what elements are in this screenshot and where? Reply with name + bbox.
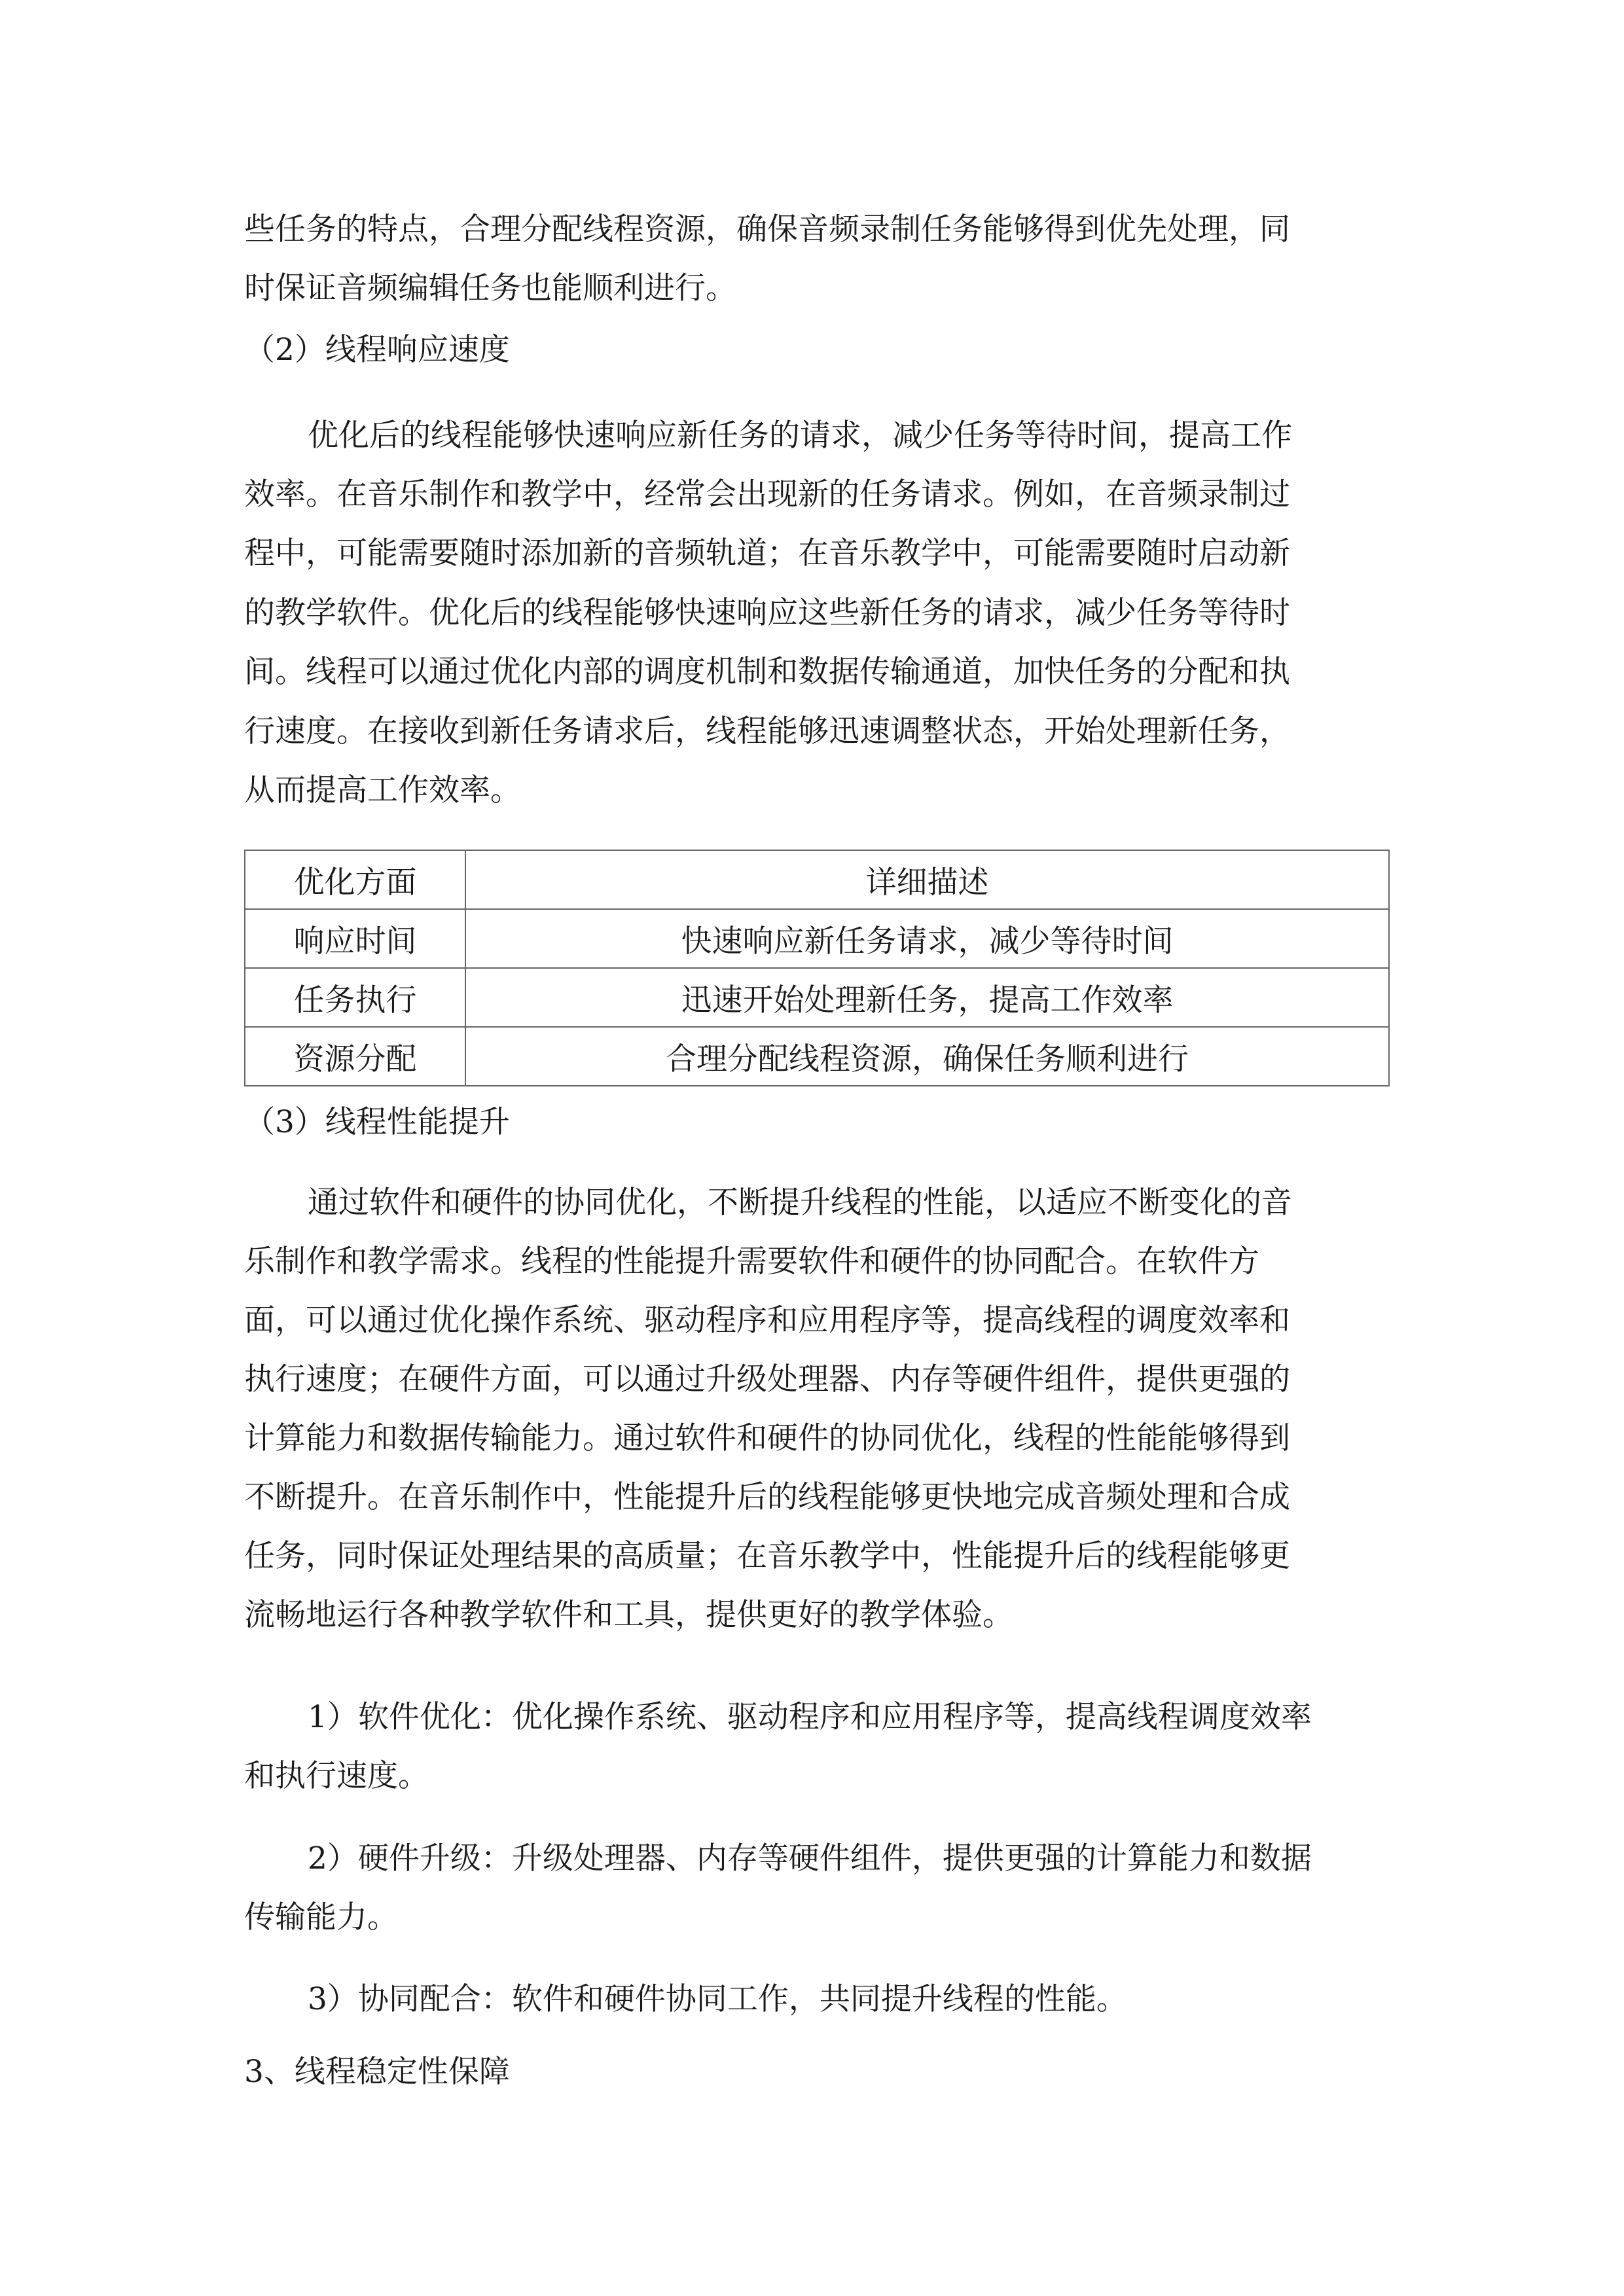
paragraph-line: 效率。在音乐制作和教学中，经常会出现新的任务请求。例如，在音频录制过	[244, 476, 1290, 512]
paragraph-line: 面，可以通过优化操作系统、驱动程序和应用程序等，提高线程的调度效率和	[244, 1302, 1290, 1338]
section-heading: （3）线程性能提升	[244, 1104, 510, 1140]
table-row	[245, 968, 1389, 1027]
paragraph-line: 的教学软件。优化后的线程能够快速响应这些新任务的请求，减少任务等待时	[244, 595, 1290, 631]
table-cell: 资源分配	[245, 1027, 465, 1086]
table-cell: 快速响应新任务请求，减少等待时间	[465, 909, 1389, 968]
paragraph-line: 优化后的线程能够快速响应新任务的请求，减少任务等待时间，提高工作	[308, 418, 1292, 454]
table-header-cell: 优化方面	[245, 850, 465, 909]
paragraph-line: 时保证音频编辑任务也能顺利进行。	[244, 270, 736, 306]
paragraph-line: 流畅地运行各种教学软件和工具，提供更好的教学体验。	[244, 1597, 1013, 1633]
paragraph-line: 程中，可能需要随时添加新的音频轨道；在音乐教学中，可能需要随时启动新	[244, 535, 1290, 571]
list-item: 2）硬件升级：升级处理器、内存等硬件组件，提供更强的计算能力和数据	[308, 1840, 1312, 1876]
paragraph-line: 执行速度；在硬件方面，可以通过升级处理器、内存等硬件组件，提供更强的	[244, 1361, 1290, 1397]
paragraph-line: 间。线程可以通过优化内部的调度机制和数据传输通道，加快任务的分配和执	[244, 654, 1290, 690]
paragraph-line: 行速度。在接收到新任务请求后，线程能够迅速调整状态，开始处理新任务，	[244, 713, 1290, 749]
section-heading: 3、线程稳定性保障	[244, 2054, 510, 2090]
optimization-table	[244, 850, 1390, 1086]
list-item: 1）软件优化：优化操作系统、驱动程序和应用程序等，提高线程调度效率	[308, 1699, 1312, 1735]
list-item: 3）协同配合：软件和硬件协同工作，共同提升线程的性能。	[308, 1981, 1127, 2017]
table-row	[245, 1027, 1389, 1086]
table-cell: 任务执行	[245, 968, 465, 1027]
table-row	[245, 909, 1389, 968]
section-heading: （2）线程响应速度	[244, 332, 510, 368]
paragraph-line: 不断提升。在音乐制作中，性能提升后的线程能够更快地完成音频处理和合成	[244, 1479, 1290, 1515]
table-header-row	[245, 850, 1389, 909]
paragraph-line: 些任务的特点，合理分配线程资源，确保音频录制任务能够得到优先处理，同	[244, 211, 1290, 247]
paragraph-line: 从而提高工作效率。	[244, 772, 521, 808]
list-item-continuation: 和执行速度。	[244, 1758, 429, 1794]
paragraph-line: 任务，同时保证处理结果的高质量；在音乐教学中，性能提升后的线程能够更	[244, 1538, 1290, 1574]
table-cell: 迅速开始处理新任务，提高工作效率	[465, 968, 1389, 1027]
list-item-continuation: 传输能力。	[244, 1899, 398, 1935]
table-cell: 合理分配线程资源，确保任务顺利进行	[465, 1027, 1389, 1086]
paragraph-line: 乐制作和教学需求。线程的性能提升需要软件和硬件的协同配合。在软件方	[244, 1244, 1259, 1280]
paragraph-line: 通过软件和硬件的协同优化，不断提升线程的性能，以适应不断变化的音	[308, 1185, 1292, 1221]
paragraph-line: 计算能力和数据传输能力。通过软件和硬件的协同优化，线程的性能能够得到	[244, 1420, 1290, 1456]
table-header-cell: 详细描述	[465, 850, 1389, 909]
table-cell: 响应时间	[245, 909, 465, 968]
